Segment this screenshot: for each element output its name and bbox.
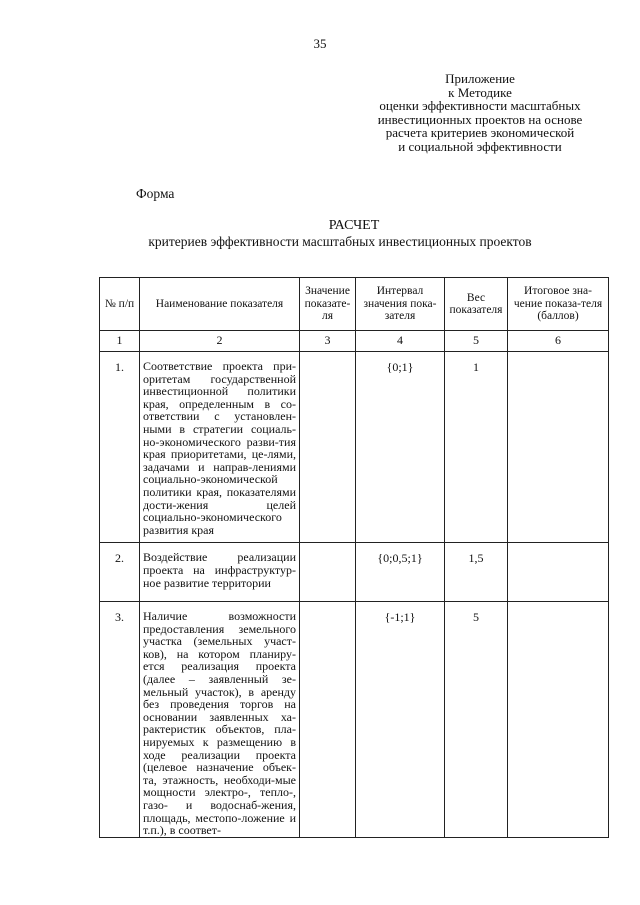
appendix-line: к Методике <box>448 84 512 100</box>
document-title <box>0 218 640 233</box>
column-number: 3 <box>300 331 356 352</box>
row-value <box>300 602 356 838</box>
appendix-line: Приложение <box>445 71 515 86</box>
appendix-line: расчета критериев экономической <box>385 125 575 140</box>
column-number: 6 <box>508 331 609 352</box>
row-number: 1. <box>100 352 140 543</box>
appendix-line: и социальной эффективности <box>398 138 562 154</box>
row-value <box>300 352 356 543</box>
row-number: 2. <box>100 543 140 602</box>
row-weight: 1 <box>445 352 508 543</box>
appendix-line: инвестиционных проектов на основе <box>377 111 583 127</box>
row-total <box>508 352 609 543</box>
row-indicator-name: Воздействие реализации проекта на инфраструктур-ное развитие территории <box>140 543 300 602</box>
form-label: Форма <box>136 186 175 201</box>
table-row <box>100 352 609 543</box>
row-indicator-name: Соответствие проекта при-оритетам государственной инвестиционной политики края, определенным в со-ответствии с установлен-ными в стратегии социаль-но-экономического разви-тия края приоритетами, це-лями, задачами и направ-лениями социально-экономической политики края, показателями дости-жения целей социально-экономического развития края <box>140 352 300 543</box>
column-number-row <box>100 331 609 352</box>
header-weight: Вес показателя <box>445 278 508 331</box>
row-indicator-name: Наличие возможности предоставления земельного участка (земельных участ-ков), на котором планиру-ется реализация проекта (далее – заявленный зе-мельный участок), в аренду без проведения торгов на основании заявленных ха-рактеристик объектов, пла-нируемых к размещению в ходе реализации проекта (целевое назначение объек-та, этажность, необходи-мые мощности электро-, тепло-, газо- и водоснаб-жения, площадь, местопо-ложение и т.п.), в соответ- <box>140 602 300 838</box>
row-weight: 5 <box>445 602 508 838</box>
row-total <box>508 602 609 838</box>
header-value: Значение показате-ля <box>300 278 356 331</box>
column-number: 2 <box>140 331 300 352</box>
appendix-line: оценки эффективности масштабных <box>379 98 581 113</box>
column-number: 4 <box>356 331 445 352</box>
header-number: № п/п <box>100 278 140 331</box>
criteria-table <box>99 277 609 838</box>
header-name: Наименование показателя <box>140 278 300 331</box>
header-interval: Интервал значения пока-зателя <box>356 278 445 331</box>
table-row <box>100 602 609 838</box>
row-interval: {0;0,5;1} <box>356 543 445 602</box>
header-total: Итоговое зна-чение показа-теля (баллов) <box>508 278 609 331</box>
table-row <box>100 543 609 602</box>
column-number: 1 <box>100 331 140 352</box>
appendix-block <box>355 72 605 153</box>
title-main: РАСЧЕТ <box>328 218 380 233</box>
row-value <box>300 543 356 602</box>
row-number: 3. <box>100 602 140 838</box>
document-subtitle: критериев эффективности масштабных инвестиционных проектов <box>148 234 532 249</box>
column-number: 5 <box>445 331 508 352</box>
row-interval: {-1;1} <box>356 602 445 838</box>
row-interval: {0;1} <box>356 352 445 543</box>
row-total <box>508 543 609 602</box>
table-header-row <box>100 278 609 331</box>
page-number: 35 <box>313 36 327 51</box>
row-weight: 1,5 <box>445 543 508 602</box>
